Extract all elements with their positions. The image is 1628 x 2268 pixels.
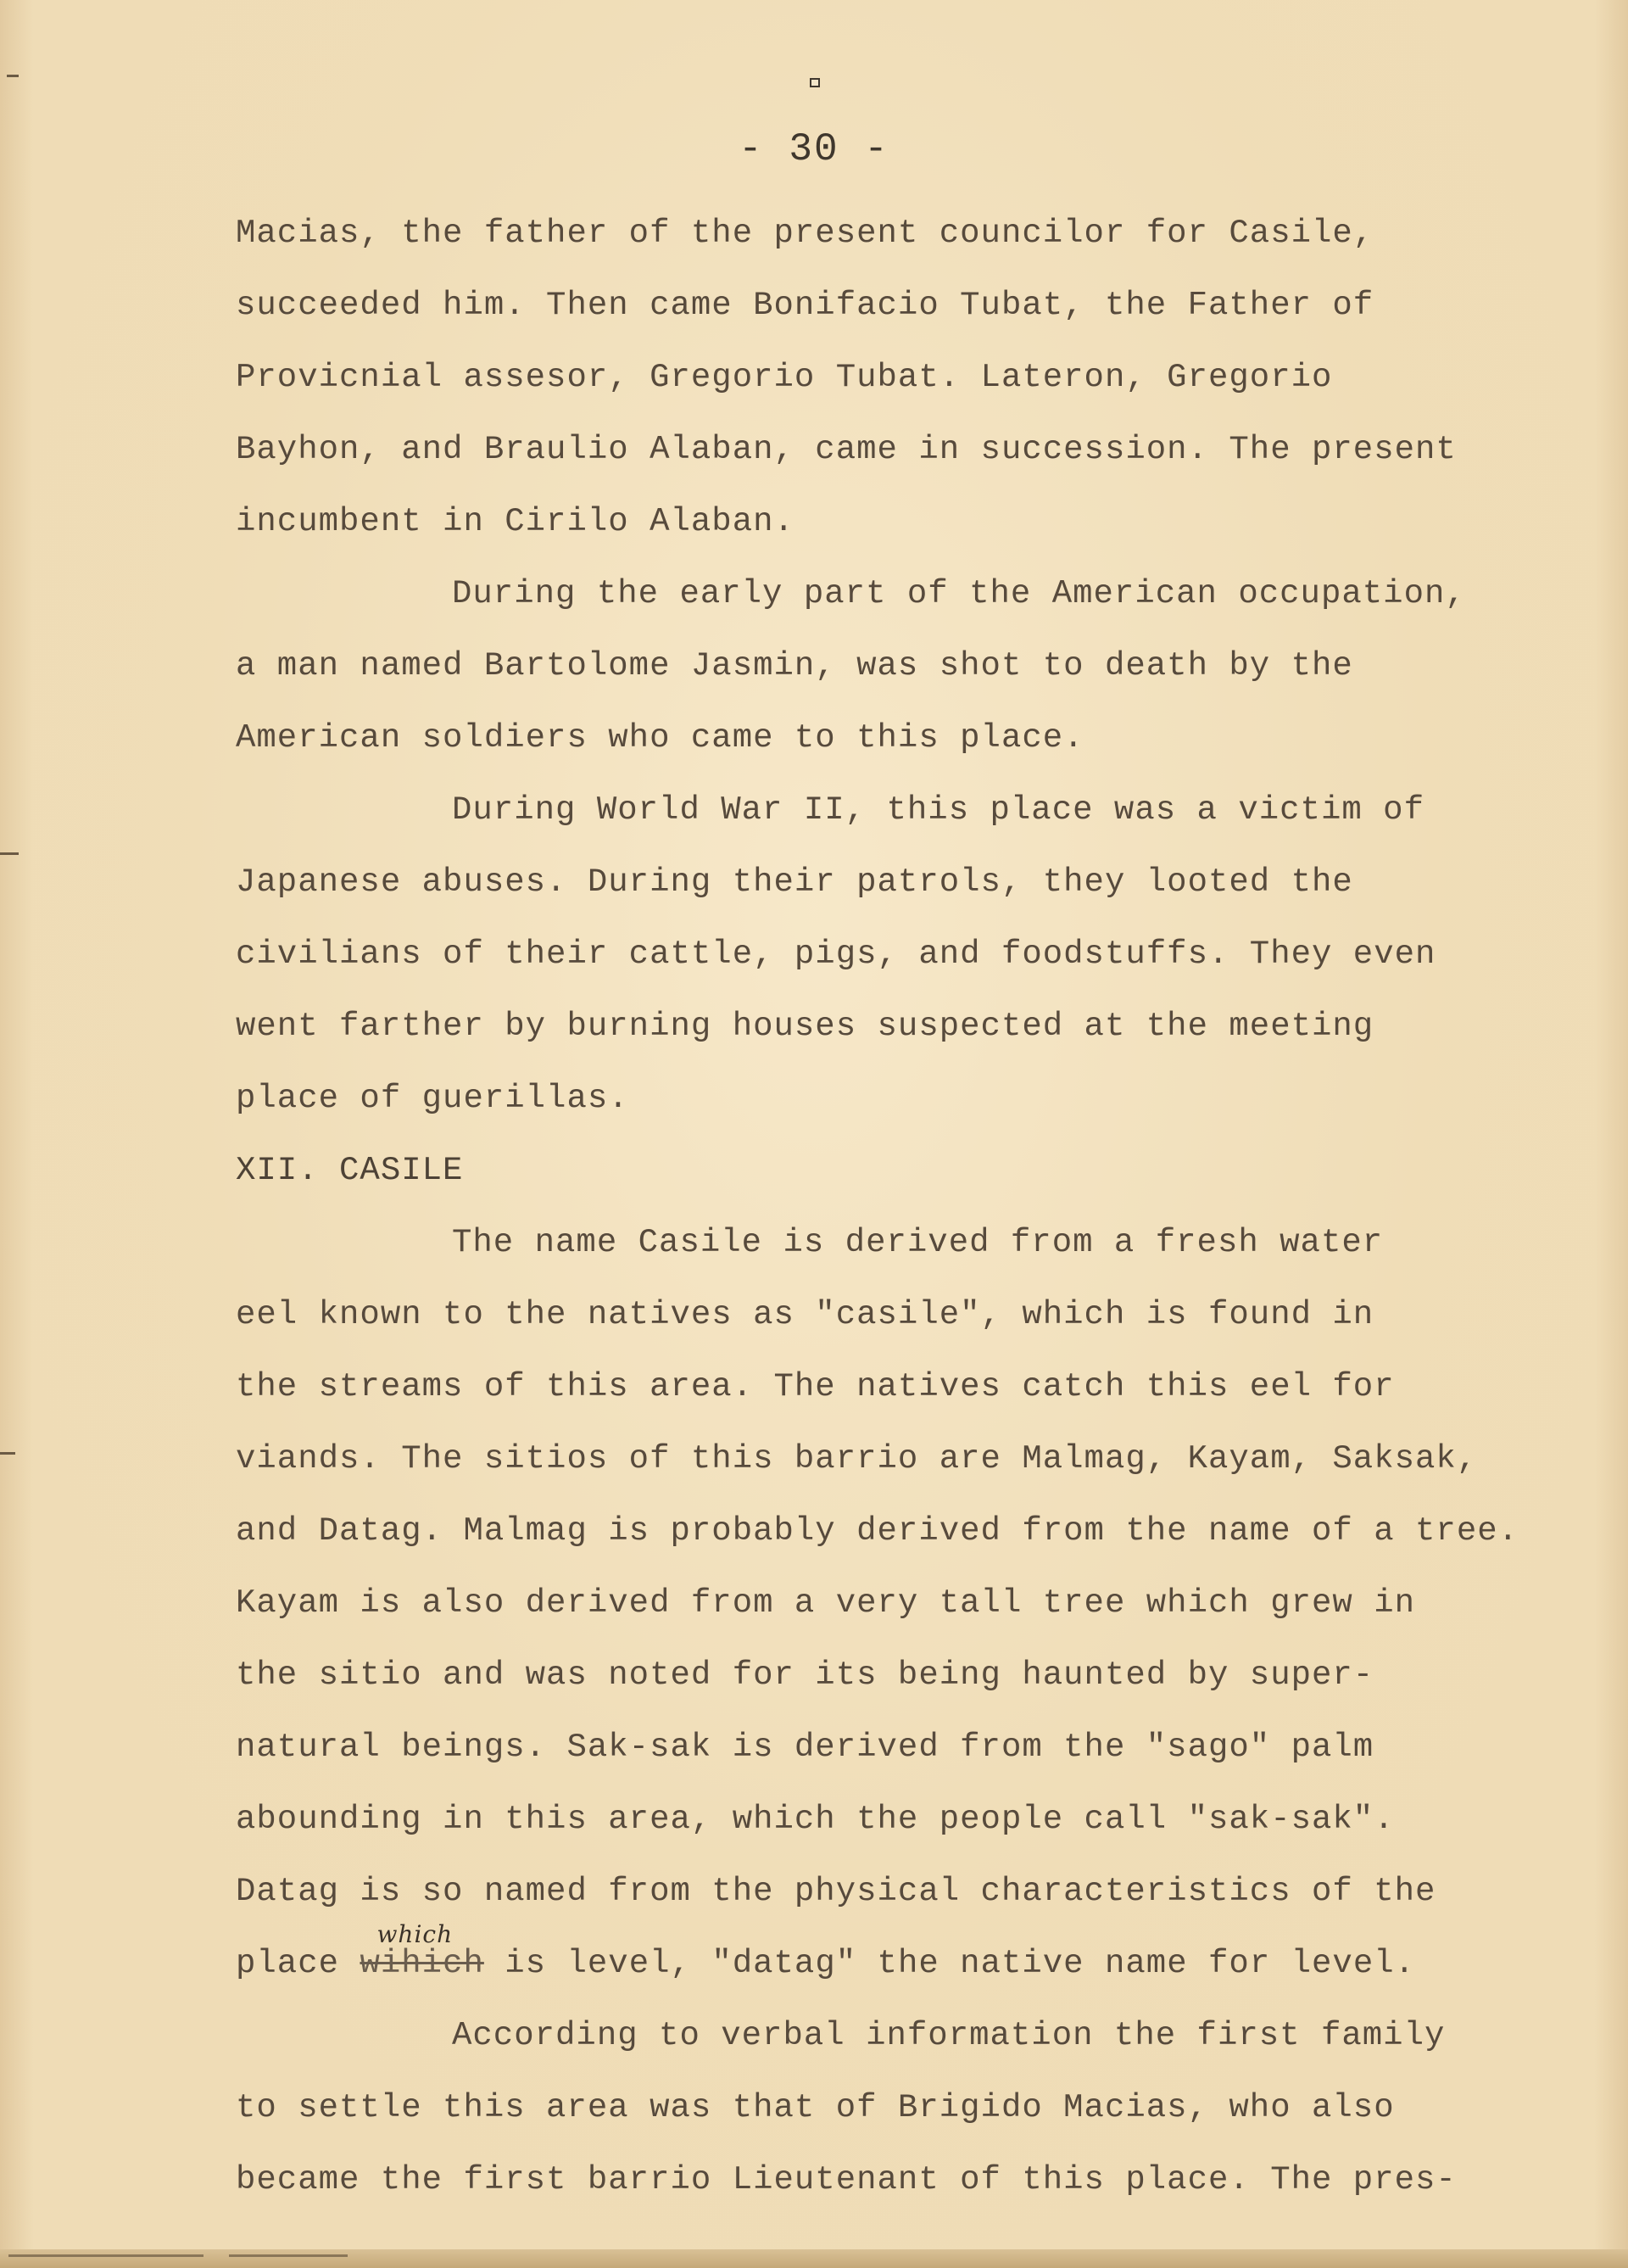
edge-mark: [0, 1452, 15, 1455]
handwritten-correction: [360, 1920, 484, 1989]
text-line: became the first barrio Lieutenant of this place. The pres-: [236, 2161, 1457, 2198]
text-line: The name Casile is derived from a fresh water: [452, 1224, 1384, 1261]
text-line-with-correction: [236, 1920, 1558, 2010]
text-line: Bayhon, and Braulio Alaban, came in succession. The present: [236, 431, 1457, 468]
footer-scrawl: [8, 2254, 204, 2257]
footer-scrawl: [229, 2254, 348, 2257]
text-line: eel known to the natives as "casile", which is found in: [236, 1296, 1374, 1333]
edge-mark: [7, 75, 19, 77]
text-line: incumbent in Cirilo Alaban.: [236, 503, 794, 540]
text-line: American soldiers who came to this place.: [236, 719, 1084, 757]
text-line: civilians of their cattle, pigs, and foodstuffs. They even: [236, 936, 1436, 973]
text-line: Kayam is also derived from a very tall tree which grew in: [236, 1584, 1416, 1622]
text-line: to settle this area was that of Brigido Macias, who also: [236, 2089, 1395, 2126]
text-line: During the early part of the American occupation,: [452, 575, 1466, 612]
typed-text-body: [236, 208, 1558, 2226]
text-line: the streams of this area. The natives catch this eel for: [236, 1368, 1395, 1405]
text-line: and Datag. Malmag is probably derived from the name of a tree.: [236, 1512, 1519, 1550]
text-line: viands. The sitios of this barrio are Malmag, Kayam, Saksak,: [236, 1440, 1478, 1478]
handwritten-insert: which: [376, 1920, 454, 1948]
text-line: the sitio and was noted for its being haunted by super-: [236, 1656, 1374, 1694]
correction-rest: is level, "datag" the native name for level.: [505, 1945, 1416, 1982]
struck-word: wihich: [360, 1945, 484, 1982]
text-line: abounding in this area, which the people call "sak-sak".: [236, 1801, 1395, 1838]
section-heading: XII. CASILE: [236, 1152, 464, 1189]
scan-bottom-edge: [0, 2249, 1628, 2268]
correction-prefix: place: [236, 1945, 340, 1982]
text-line: succeeded him. Then came Bonifacio Tubat, the Father of: [236, 287, 1374, 324]
text-line: natural beings. Sak-sak is derived from the "sago" palm: [236, 1729, 1374, 1766]
text-line: went farther by burning houses suspected at the meeting: [236, 1008, 1374, 1045]
page-number: - 30 -: [739, 127, 889, 171]
stray-mark: [810, 78, 820, 87]
text-line: Japanese abuses. During their patrols, they looted the: [236, 863, 1353, 901]
edge-mark: [0, 852, 19, 855]
text-line: According to verbal information the first family: [452, 2017, 1446, 2054]
text-line: Datag is so named from the physical characteristics of the: [236, 1873, 1436, 1910]
text-line: a man named Bartolome Jasmin, was shot to death by the: [236, 647, 1353, 684]
text-line: During World War II, this place was a victim of: [452, 791, 1424, 829]
text-line: Provicnial assesor, Gregorio Tubat. Lateron, Gregorio: [236, 359, 1333, 396]
text-line: Macias, the father of the present councilor for Casile,: [236, 215, 1374, 252]
text-line: place of guerillas.: [236, 1080, 629, 1117]
